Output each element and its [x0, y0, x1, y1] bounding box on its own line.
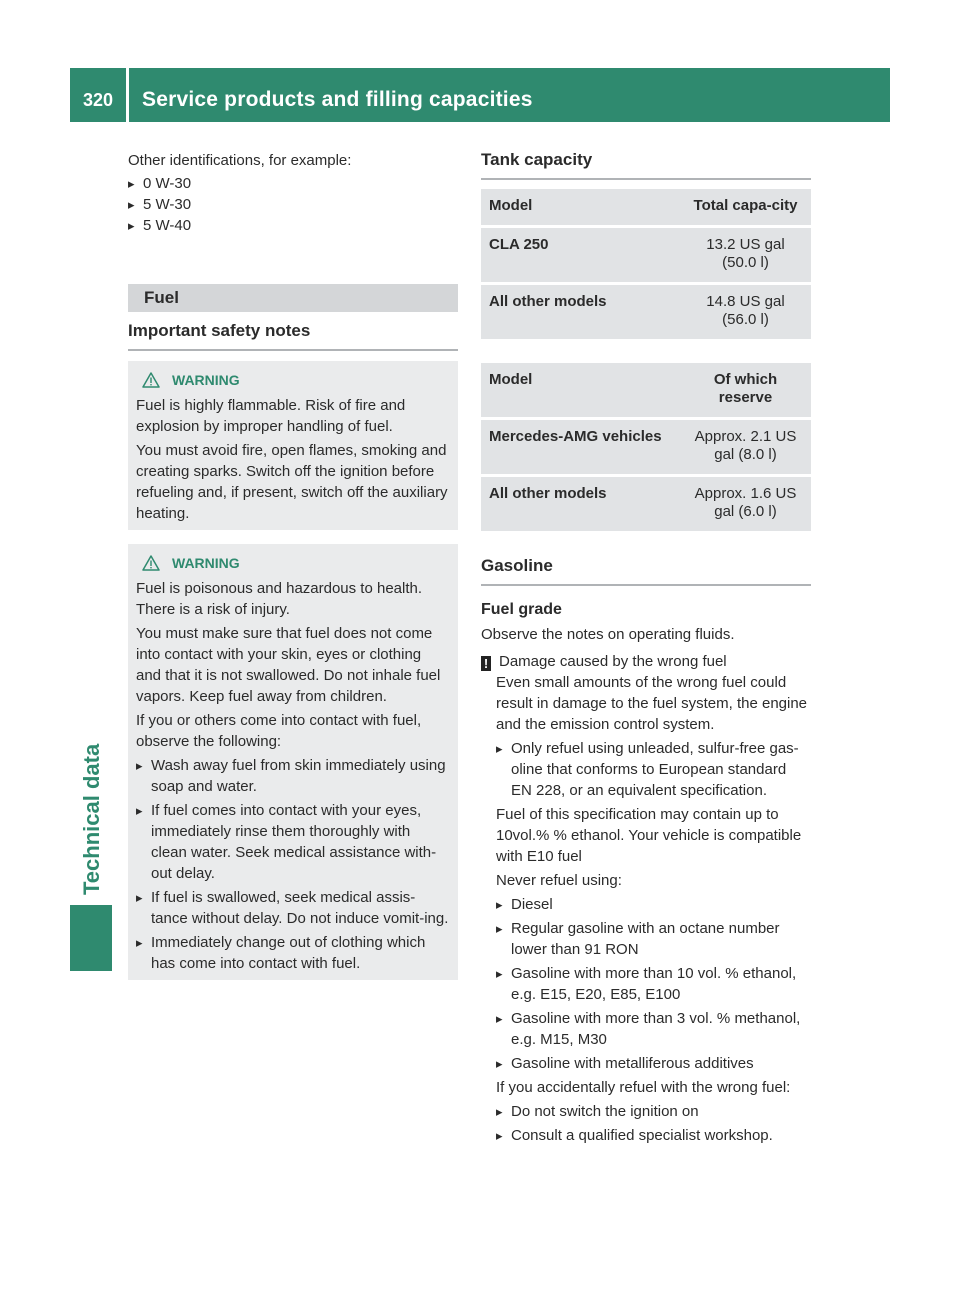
list-item: ▸ 0 W-30	[128, 173, 458, 194]
warning-box-flammable	[128, 361, 458, 530]
tank-capacity-heading: Tank capacity	[481, 150, 811, 180]
safety-notes-heading: Important safety notes	[128, 321, 458, 351]
warning-paragraph: If you or others come into contact with fuel, observe the following:	[136, 712, 422, 750]
table-cell-value: Approx. 2.1 US gal (8.0 l)	[682, 420, 811, 474]
table-cell-model: Mercedes-AMG vehicles	[481, 420, 682, 474]
reserve-table	[481, 360, 811, 534]
side-tab-marker	[70, 905, 112, 971]
header-divider	[126, 68, 129, 122]
table-header-row	[481, 189, 811, 225]
table-header-cell: Of which reserve	[682, 363, 811, 417]
gasoline-heading: Gasoline	[481, 556, 811, 586]
list-item: ▸ Diesel	[481, 894, 811, 915]
list-item: ▸ Regular gasoline with an octane number lower than 91 RON	[481, 918, 811, 960]
table-row	[481, 285, 811, 339]
warning-triangle-icon	[142, 372, 160, 388]
notice-exclamation-icon: !	[481, 656, 491, 671]
warning-title	[136, 369, 450, 391]
notice-text: Even small amounts of the wrong fuel could result in damage to the fuel system, the engine and the emission control system.	[496, 674, 808, 733]
right-column	[481, 150, 811, 1146]
table-row	[481, 420, 811, 474]
never-refuel-intro: Never refuel using:	[496, 872, 622, 889]
warning-triangle-icon	[142, 555, 160, 571]
table-header-cell: Total capa-city	[682, 189, 811, 225]
list-item: ▸ Gasoline with more than 10 vol. % ethanol, e.g. E15, E20, E85, E100	[481, 963, 811, 1005]
page-number: 320	[82, 90, 114, 110]
side-tab-label: Technical data	[79, 743, 104, 895]
list-item: ▸ Only refuel using unleaded, sulfur-free gas-oline that conforms to European standard EN 228, or an equivalent specification.	[481, 738, 811, 801]
list-item: ▸ Wash away fuel from skin immediately using soap and water.	[136, 755, 450, 797]
warning-paragraph: You must make sure that fuel does not come into contact with your skin, eyes or clothing and that it is not swallowed. Do not inhale fuel vapors. Keep fuel away from children.	[136, 625, 441, 705]
warning-title	[136, 552, 450, 574]
list-item: ▸ 5 W-40	[128, 215, 458, 236]
left-column	[128, 150, 458, 980]
oil-intro-text: Other identifications, for example:	[128, 152, 352, 169]
table-cell-value: 13.2 US gal (50.0 l)	[682, 228, 811, 282]
table-cell-value: 14.8 US gal (56.0 l)	[682, 285, 811, 339]
table-row	[481, 228, 811, 282]
warning-paragraph: Fuel is highly flammable. Risk of fire and explosion by improper handling of fuel.	[136, 397, 406, 435]
page-title: Service products and filling capacities	[142, 88, 533, 111]
warning-box-poisonous	[128, 544, 458, 980]
warning-title-text: WARNING	[172, 554, 240, 571]
list-item: ▸ If fuel comes into contact with your eyes, immediately rinse them thoroughly with clean water. Seek medical assistance with-out delay.	[136, 800, 450, 884]
table-header-cell: Model	[481, 363, 682, 417]
warning-paragraph: You must avoid fire, open flames, smoking and creating sparks. Switch off the ignition before refueling and, if present, switch off the auxiliary heating.	[136, 442, 448, 522]
list-item: ▸ Immediately change out of clothing which has come into contact with fuel.	[136, 932, 450, 974]
table-row	[481, 477, 811, 531]
list-item: ▸ If fuel is swallowed, seek medical assis-tance without delay. Do not induce vomit-ing.	[136, 887, 450, 929]
fuel-section-heading: Fuel	[128, 284, 458, 312]
table-cell-value: Approx. 1.6 US gal (6.0 l)	[682, 477, 811, 531]
notice-spec-text: Fuel of this specification may contain up to 10vol.% % ethanol. Your vehicle is compatible with E10 fuel	[496, 806, 802, 865]
damage-notice	[481, 651, 811, 1146]
warning-title-text: WARNING	[172, 371, 240, 388]
list-item: ▸ 5 W-30	[128, 194, 458, 215]
list-item: ▸ Do not switch the ignition on	[481, 1101, 811, 1122]
list-item: ▸ Consult a qualified specialist workshop.	[481, 1125, 811, 1146]
fuel-grade-heading: Fuel grade	[481, 601, 562, 618]
list-item: ▸ Gasoline with more than 3 vol. % methanol, e.g. M15, M30	[481, 1008, 811, 1050]
warning-paragraph: Fuel is poisonous and hazardous to health. There is a risk of injury.	[136, 580, 423, 618]
observe-notes-text: Observe the notes on operating fluids.	[481, 626, 735, 643]
table-cell-model: CLA 250	[481, 228, 682, 282]
table-header-cell: Model	[481, 189, 682, 225]
table-cell-model: All other models	[481, 477, 682, 531]
notice-title-text: Damage caused by the wrong fuel	[499, 653, 727, 670]
tank-capacity-table	[481, 186, 811, 342]
accident-intro: If you accidentally refuel with the wrong fuel:	[496, 1079, 791, 1096]
table-header-row	[481, 363, 811, 417]
notice-title	[481, 651, 811, 672]
list-item: ▸ Gasoline with metalliferous additives	[481, 1053, 811, 1074]
table-cell-model: All other models	[481, 285, 682, 339]
